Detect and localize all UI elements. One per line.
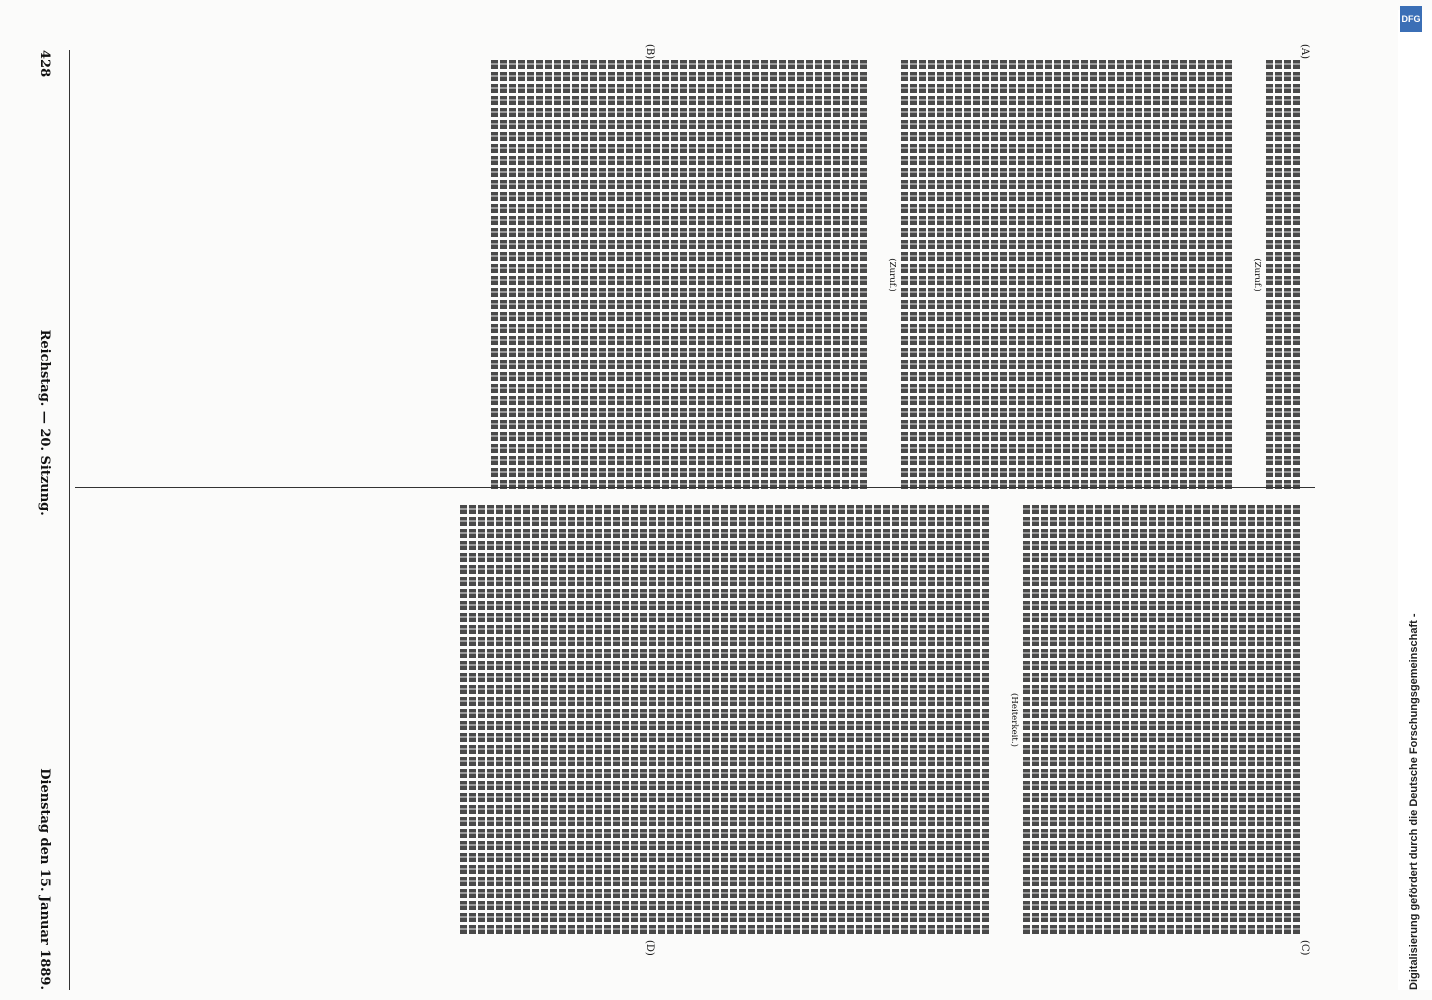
interjection: (Zuruf.) [1252, 258, 1262, 292]
illegible-text-line [685, 505, 692, 935]
illegible-text-line [716, 60, 723, 490]
illegible-text-line [1207, 60, 1214, 490]
illegible-text-line [590, 60, 597, 490]
illegible-text-line [1225, 60, 1232, 490]
illegible-text-line [496, 505, 503, 935]
illegible-text-line [725, 60, 732, 490]
illegible-text-line [613, 505, 620, 935]
illegible-text-line [694, 505, 701, 935]
illegible-text-line [991, 60, 998, 490]
illegible-text-line [806, 60, 813, 490]
illegible-text-line [1108, 60, 1115, 490]
illegible-text-line [487, 505, 494, 935]
column-divider [75, 487, 1315, 488]
illegible-text-line [577, 505, 584, 935]
illegible-text-line [1027, 60, 1034, 490]
illegible-text-line [721, 505, 728, 935]
illegible-text-line [626, 60, 633, 490]
illegible-text-line [662, 60, 669, 490]
left-paragraph [1304, 60, 1315, 490]
interjection: (Zuruf.) [886, 258, 897, 292]
illegible-text-line [469, 505, 476, 935]
illegible-text-line [973, 60, 980, 490]
illegible-text-line [1131, 505, 1138, 935]
illegible-text-line [865, 505, 872, 935]
illegible-text-line [680, 60, 687, 490]
illegible-text-line [599, 60, 606, 490]
illegible-text-line [1194, 505, 1201, 935]
illegible-text-line [946, 505, 953, 935]
illegible-text-line [1054, 60, 1061, 490]
illegible-text-line [1198, 60, 1205, 490]
illegible-text-line [527, 60, 534, 490]
illegible-text-line [797, 60, 804, 490]
illegible-text-line [928, 505, 935, 935]
illegible-text-line [1284, 60, 1291, 490]
illegible-text-line [635, 60, 642, 490]
illegible-text-line [649, 505, 656, 935]
interjection: (Heiterkeit.) [1009, 693, 1019, 747]
illegible-text-line [1180, 60, 1187, 490]
illegible-text-line [1212, 505, 1219, 935]
session-date: Dienstag den 15. Januar 1889. [37, 768, 53, 990]
illegible-text-line [1077, 505, 1084, 935]
illegible-text-line [919, 505, 926, 935]
illegible-text-line [761, 60, 768, 490]
illegible-text-line [973, 505, 980, 935]
illegible-text-line [518, 60, 525, 490]
illegible-text-line [784, 505, 791, 935]
illegible-text-line [752, 60, 759, 490]
illegible-text-line [1185, 505, 1192, 935]
illegible-text-line [532, 505, 539, 935]
illegible-text-line [1095, 505, 1102, 935]
illegible-text-line [689, 60, 696, 490]
illegible-text-line [1293, 505, 1300, 935]
illegible-text-line [842, 60, 849, 490]
illegible-text-line [563, 60, 570, 490]
illegible-text-line [572, 60, 579, 490]
illegible-text-line [955, 505, 962, 935]
illegible-text-line [1171, 60, 1178, 490]
illegible-text-line [1153, 60, 1160, 490]
illegible-text-line [937, 60, 944, 490]
illegible-text-line [874, 505, 881, 935]
illegible-text-line [1176, 505, 1183, 935]
illegible-text-line [1063, 60, 1070, 490]
illegible-text-line [707, 60, 714, 490]
right-column [75, 505, 1315, 935]
illegible-text-line [703, 505, 710, 935]
illegible-text-line [1284, 505, 1291, 935]
illegible-text-line [937, 505, 944, 935]
illegible-text-line [698, 60, 705, 490]
running-header [28, 50, 62, 990]
illegible-text-line [536, 60, 543, 490]
illegible-text-line [581, 60, 588, 490]
illegible-text-line [1221, 505, 1228, 935]
illegible-text-line [514, 505, 521, 935]
illegible-text-line [1068, 505, 1075, 935]
illegible-text-line [608, 60, 615, 490]
illegible-text-line [478, 505, 485, 935]
illegible-text-line [712, 505, 719, 935]
illegible-text-line [1032, 505, 1039, 935]
illegible-text-line [1045, 60, 1052, 490]
illegible-text-line [739, 505, 746, 935]
illegible-text-line [788, 60, 795, 490]
illegible-text-line [667, 505, 674, 935]
illegible-text-line [919, 60, 926, 490]
illegible-text-line [1122, 505, 1129, 935]
illegible-text-line [811, 505, 818, 935]
illegible-text-line [1104, 505, 1111, 935]
illegible-text-line [766, 505, 773, 935]
page-number: 428 [37, 50, 53, 78]
illegible-text-line [586, 505, 593, 935]
left-paragraph [871, 60, 882, 490]
illegible-text-line [1248, 505, 1255, 935]
illegible-text-line [730, 505, 737, 935]
illegible-text-line [901, 60, 908, 490]
illegible-text-line [1266, 60, 1273, 490]
illegible-text-line [640, 505, 647, 935]
illegible-text-line [1018, 60, 1025, 490]
illegible-text-line [509, 60, 516, 490]
illegible-text-line [595, 505, 602, 935]
illegible-text-line [964, 505, 971, 935]
illegible-text-line [860, 60, 867, 490]
margin-marker-c: (C) [1299, 940, 1310, 956]
illegible-text-line [838, 505, 845, 935]
header-rule [69, 50, 70, 990]
illegible-text-line [793, 505, 800, 935]
illegible-text-line [1239, 505, 1246, 935]
illegible-text-line [1072, 60, 1079, 490]
illegible-text-line [460, 505, 467, 935]
illegible-text-line [982, 505, 989, 935]
illegible-text-line [770, 60, 777, 490]
margin-marker-d: (D) [644, 940, 655, 956]
illegible-text-line [1203, 505, 1210, 935]
illegible-text-line [815, 60, 822, 490]
illegible-text-line [617, 60, 624, 490]
illegible-text-line [1009, 60, 1016, 490]
illegible-text-line [1099, 60, 1106, 490]
illegible-text-line [1000, 60, 1007, 490]
illegible-text-line [1081, 60, 1088, 490]
illegible-text-line [1257, 505, 1264, 935]
digitization-note: Digitalisierung gefördert durch die Deutsche Forschungsgemeinschaft - [1408, 613, 1420, 990]
illegible-text-line [523, 505, 530, 935]
illegible-text-line [1041, 505, 1048, 935]
illegible-text-line [1266, 505, 1273, 935]
illegible-text-line [1117, 60, 1124, 490]
illegible-text-line [658, 505, 665, 935]
illegible-text-line [1086, 505, 1093, 935]
illegible-text-line [1144, 60, 1151, 490]
illegible-text-line [946, 60, 953, 490]
illegible-text-line [1090, 60, 1097, 490]
margin-marker-b: (B) [644, 44, 655, 60]
illegible-text-line [1149, 505, 1156, 935]
illegible-text-line [1162, 60, 1169, 490]
illegible-text-line [1126, 60, 1133, 490]
illegible-text-line [883, 505, 890, 935]
illegible-text-line [1023, 505, 1030, 935]
illegible-text-line [554, 60, 561, 490]
illegible-text-line [847, 505, 854, 935]
illegible-text-line [671, 60, 678, 490]
illegible-text-line [820, 505, 827, 935]
illegible-text-line [851, 60, 858, 490]
illegible-text-line [1293, 60, 1300, 490]
illegible-text-line [622, 505, 629, 935]
illegible-text-line [1167, 505, 1174, 935]
illegible-text-line [653, 60, 660, 490]
illegible-text-line [676, 505, 683, 935]
illegible-text-line [1216, 60, 1223, 490]
illegible-text-line [856, 505, 863, 935]
illegible-text-line [779, 60, 786, 490]
illegible-text-line [505, 505, 512, 935]
left-column [75, 60, 1315, 490]
illegible-text-line [892, 505, 899, 935]
illegible-text-line [734, 60, 741, 490]
illegible-text-line [928, 60, 935, 490]
illegible-text-line [644, 60, 651, 490]
illegible-text-line [955, 60, 962, 490]
illegible-text-line [604, 505, 611, 935]
illegible-text-line [824, 60, 831, 490]
margin-marker-a: (A) [1299, 44, 1310, 60]
illegible-text-line [1140, 505, 1147, 935]
illegible-text-line [491, 60, 498, 490]
illegible-text-line [757, 505, 764, 935]
right-paragraph [993, 505, 1004, 935]
illegible-text-line [901, 505, 908, 935]
illegible-text-line [541, 505, 548, 935]
illegible-text-line [550, 505, 557, 935]
illegible-text-line [631, 505, 638, 935]
illegible-text-line [1230, 505, 1237, 935]
illegible-text-line [910, 505, 917, 935]
illegible-text-line [833, 60, 840, 490]
illegible-text-line [743, 60, 750, 490]
illegible-text-line [1135, 60, 1142, 490]
illegible-text-line [545, 60, 552, 490]
session-title: Reichstag. — 20. Sitzung. [37, 329, 53, 516]
illegible-text-line [1113, 505, 1120, 935]
illegible-text-line [748, 505, 755, 935]
illegible-text-line [829, 505, 836, 935]
right-paragraph [1304, 505, 1315, 935]
illegible-text-line [775, 505, 782, 935]
illegible-text-line [1275, 505, 1282, 935]
illegible-text-line [1036, 60, 1043, 490]
illegible-text-line [500, 60, 507, 490]
illegible-text-line [1059, 505, 1066, 935]
illegible-text-line [802, 505, 809, 935]
illegible-text-line [982, 60, 989, 490]
illegible-text-line [568, 505, 575, 935]
illegible-text-line [1189, 60, 1196, 490]
illegible-text-line [964, 60, 971, 490]
left-paragraph [1236, 60, 1247, 490]
illegible-text-line [1050, 505, 1057, 935]
illegible-text-line [1275, 60, 1282, 490]
illegible-text-line [1158, 505, 1165, 935]
dfg-logo: DFG [1400, 6, 1422, 32]
illegible-text-line [910, 60, 917, 490]
illegible-text-line [559, 505, 566, 935]
